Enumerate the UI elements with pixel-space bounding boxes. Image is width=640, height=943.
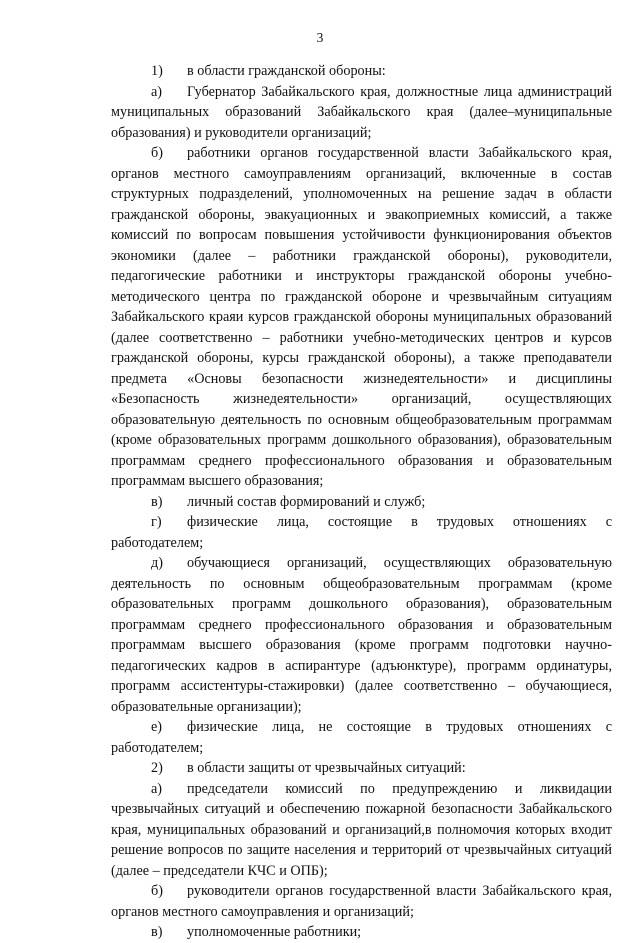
list-item — [111, 881, 612, 922]
item-text: Губернатор Забайкальского края, должностные лица администраций муниципальных образований Забайкальского края (далее–муниципальные образования) и руководители организаций; — [111, 83, 612, 141]
item-marker: в) — [151, 493, 163, 510]
item-text: уполномоченные работники; — [187, 924, 362, 940]
list-item — [111, 82, 612, 144]
item-text: председатели комиссий по предупреждению и ликвидации чрезвычайных ситуаций и обеспечению пожарной безопасности Забайкальского края, муниципальных образований и организаций,в полномочия которых входит решение вопросов по защите населения и территорий от чрезвычайных ситуаций (далее – председатели КЧС и ОПБ); — [111, 780, 612, 879]
item-marker: 1) — [151, 63, 163, 79]
item-text: физические лица, состоящие в трудовых отношениях с работодателем; — [111, 514, 612, 551]
list-item — [111, 61, 612, 82]
item-text: руководители органов государственной власти Забайкальского края, органов местного самоуправления и организаций; — [111, 883, 612, 920]
list-item — [111, 492, 612, 513]
item-text: обучающиеся организаций, осуществляющих образовательную деятельность по основным общеобразовательным программам (кроме образовательных программ дошкольного образования), образовательным программам среднего профессионального образования и образовательным программам высшего образования (кроме программ подготовки научно-педагогических кадров в аспирантуре (адъюнктуре), программ ординатуры, программ ассистентуры-стажировки) (далее соответственно – обучающиеся, образовательные организации); — [111, 555, 612, 715]
list-item — [111, 922, 612, 943]
item-marker: 2) — [151, 760, 163, 776]
item-marker: а) — [151, 83, 163, 100]
item-marker: е) — [151, 719, 163, 735]
page-number: 3 — [316, 30, 324, 45]
list-item — [111, 512, 612, 553]
item-marker: а) — [151, 780, 163, 797]
item-text: в области защиты от чрезвычайных ситуаций: — [187, 760, 466, 776]
item-marker: д) — [151, 555, 163, 571]
list-item — [111, 143, 612, 492]
list-item — [111, 779, 612, 882]
list-item — [111, 758, 612, 779]
item-text: личный состав формирований и служб; — [187, 493, 426, 510]
list-item — [111, 717, 612, 758]
item-marker: г) — [151, 514, 162, 530]
item-marker: б) — [151, 145, 163, 161]
item-marker: б) — [151, 883, 163, 899]
item-text: в области гражданской обороны: — [187, 63, 386, 79]
item-marker: в) — [151, 924, 163, 940]
item-text: работники органов государственной власти Забайкальского края, органов местного самоуправлениям организаций, включенные в состав структурных подразделений, уполномоченных на решение задач в области гражданской обороны, эвакуационных и эвакоприемных комиссий, а также комиссий по вопросам повышения устойчивости функционирования объектов экономики (далее – работники гражданской обороны), руководители, педагогические работники и инструкторы гражданской обороны учебно-методического центра по гражданской обороне и чрезвычайным ситуациям Забайкальского краяи курсов гражданской обороны муниципальных образований (далее соответственно – работники учебно-методических центров и курсов гражданской обороны, курсы гражданской обороны), а также преподаватели предмета «Основы безопасности жизнедеятельности» и дисциплины «Безопасность жизнедеятельности» организаций, осуществляющих образовательную деятельность по основным общеобразовательным программам (кроме образовательных программ дошкольного образования), образовательным программам среднего профессионального образования и образовательным программам высшего образования; — [111, 145, 612, 489]
list-item — [111, 553, 612, 717]
item-text: физические лица, не состоящие в трудовых отношениях с работодателем; — [111, 719, 612, 756]
document-body — [111, 61, 612, 943]
